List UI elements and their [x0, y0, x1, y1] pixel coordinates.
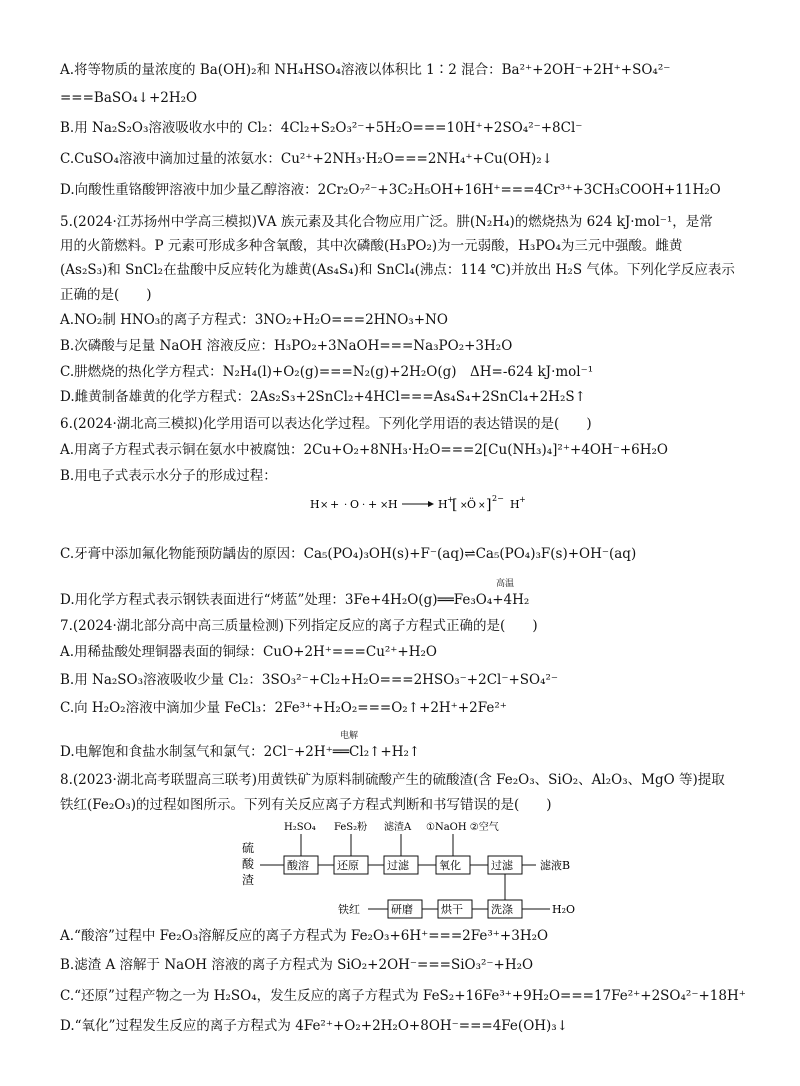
ef-h-left: H — [310, 498, 320, 511]
q7-option-d: D.电解饱和食盐水制氢气和氯气：2Cl⁻+2H⁺══Cl₂↑+H₂↑ — [60, 744, 421, 760]
flow-raw-2: 酸 — [242, 857, 255, 871]
q8-option-c: C.“还原”过程产物之一为 H₂SO₄，发生反应的离子方程式为 FeS₂+16Fe³⁺+9H₂O===17Fe²⁺+2SO₄²⁻+18H⁺ — [60, 988, 746, 1004]
svg-text:×: × — [460, 501, 468, 511]
ef-plus-2: + — [368, 498, 378, 511]
q5-option-d: D.雌黄制备雄黄的化学方程式：2As₂S₃+2SnCl₂+4HCl===As₄S₄+2SnCl₄+2H₂S↑ — [60, 389, 586, 405]
svg-text:+: + — [519, 495, 526, 504]
q8-option-b: B.滤渣 A 溶解于 NaOH 溶液的离子方程式为 SiO₂+2OH⁻===SiO₃²⁻+H₂O — [60, 957, 534, 973]
flow-box-grind: 研磨 — [391, 903, 413, 916]
q8-option-a: A.“酸溶”过程中 Fe₂O₃溶解反应的离子方程式为 Fe₂O₃+6H⁺===2Fe³⁺+3H₂O — [60, 928, 549, 944]
q8-option-d: D.“氧化”过程发生反应的离子方程式为 4Fe²⁺+O₂+2H₂O+8OH⁻===4Fe(OH)₃↓ — [60, 1018, 569, 1034]
q8-stem-line2: 铁红(Fe₂O₃)的过程如图所示。下列有关反应离子方程式判断和书写错误的是( ) — [60, 797, 552, 813]
flow-output-iron-red: 铁红 — [338, 903, 360, 916]
flow-box-oxidize: 氧化 — [439, 859, 461, 872]
q5-option-b: B.次磷酸与足量 NaOH 溶液反应：H₃PO₂+3NaOH===Na₃PO₂+3H₂O — [60, 338, 513, 354]
q5-option-a: A.NO₂制 HNO₃的离子方程式：3NO₂+H₂O===2HNO₃+NO — [60, 312, 448, 328]
svg-text:+: + — [447, 495, 454, 504]
water-electron-formula — [310, 492, 550, 516]
ef-plus-1: + — [330, 498, 340, 511]
q5-stem-line2: 用的火箭燃料。P 元素可形成多种含氧酸，其中次磷酸(H₃PO₂)为一元弱酸，H₃PO₄为三元中强酸。雌黄 — [60, 238, 683, 254]
process-flowchart — [240, 818, 620, 924]
flow-box-filter-2: 过滤 — [491, 859, 513, 872]
flow-input-fes2: FeS₂粉 — [334, 822, 368, 833]
q6-stem: 6.(2024·湖北高三模拟)化学用语可以表达化学过程。下列化学用语的表达错误的是( ) — [60, 416, 592, 432]
q6-option-b: B.用电子式表示水分子的形成过程： — [60, 468, 277, 484]
flow-output-residue-a: 滤渣A — [384, 822, 412, 833]
flow-box-acid-dissolve: 酸溶 — [287, 859, 309, 872]
q4-option-c: C.CuSO₄溶液中滴加过量的浓氨水：Cu²⁺+2NH₃·H₂O===2NH₄⁺+Cu(OH)₂↓ — [60, 151, 553, 167]
q8-stem-line1: 8.(2023·湖北高考联盟高三联考)用黄铁矿为原料制硫酸产生的硫酸渣(含 Fe₂O₃、SiO₂、Al₂O₃、MgO 等)提取 — [60, 772, 725, 788]
svg-text:×: × — [320, 500, 329, 511]
flow-input-h2so4: H₂SO₄ — [284, 822, 316, 833]
q5-stem-line3: (As₂S₃)和 SnCl₂在盐酸中反应转化为雄黄(As₄S₄)和 SnCl₄(沸点：114 ℃)并放出 H₂S 气体。下列化学反应表示 — [60, 262, 735, 278]
ef-charge: 2− — [492, 494, 504, 503]
condition-electrolysis: 电解 — [340, 731, 359, 741]
flow-raw-3: 渣 — [242, 873, 255, 887]
q7-stem: 7.(2024·湖北部分高中高三质量检测)下列指定反应的离子方程式正确的是( ) — [60, 618, 538, 634]
ef-o: O — [350, 498, 360, 511]
q7-option-a: A.用稀盐酸处理铜器表面的铜绿：CuO+2H⁺===Cu²⁺+H₂O — [60, 644, 437, 660]
svg-text:·: · — [362, 500, 366, 511]
q7-option-b: B.用 Na₂SO₃溶液吸收少量 Cl₂：3SO₃²⁻+Cl₂+H₂O===2HSO₃⁻+2Cl⁻+SO₄²⁻ — [60, 672, 559, 688]
q4-option-a-line2: ===BaSO₄↓+2H₂O — [60, 90, 198, 106]
svg-text:×: × — [380, 500, 389, 511]
flow-box-filter-1: 过滤 — [387, 859, 409, 872]
q4-option-a-line1: A.将等物质的量浓度的 Ba(OH)₂和 NH₄HSO₄溶液以体积比 1∶2 混合：Ba²⁺+2OH⁻+2H⁺+SO₄²⁻ — [60, 62, 671, 78]
svg-text:H: H — [438, 498, 448, 511]
q6-option-d: D.用化学方程式表示钢铁表面进行“烤蓝”处理：3Fe+4H₂O(g)══Fe₃O₄+4H₂ — [60, 592, 530, 608]
q5-stem-line1: 5.(2024·江苏扬州中学高三模拟)ⅤA 族元素及其化合物应用广泛。肼(N₂H₄)的燃烧热为 624 kJ·mol⁻¹，是常 — [60, 214, 713, 230]
q5-stem-line4: 正确的是( ) — [60, 287, 152, 303]
flow-output-filtrate-b: 滤液B — [540, 859, 571, 872]
svg-text:·: · — [344, 500, 348, 511]
flow-raw-1: 硫 — [242, 841, 255, 855]
svg-text:Ö: Ö — [467, 498, 477, 511]
svg-text:]: ] — [486, 497, 492, 513]
q7-option-c: C.向 H₂O₂溶液中滴加少量 FeCl₃：2Fe³⁺+H₂O₂===O₂↑+2H⁺+2Fe²⁺ — [60, 700, 507, 716]
q6-option-c: C.牙膏中添加氟化物能预防龋齿的原因：Ca₅(PO₄)₃OH(s)+F⁻(aq)⇌Ca₅(PO₄)₃F(s)+OH⁻(aq) — [60, 546, 637, 562]
condition-high-temp: 高温 — [496, 579, 515, 589]
svg-text:H: H — [510, 498, 520, 511]
q4-option-d: D.向酸性重铬酸钾溶液中加少量乙醇溶液：2Cr₂O₇²⁻+3C₂H₅OH+16H⁺===4Cr³⁺+3CH₃COOH+11H₂O — [60, 182, 721, 198]
flow-input-naoh-air: ①NaOH ②空气 — [426, 822, 499, 833]
q5-option-c: C.肼燃烧的热化学方程式：N₂H₄(l)+O₂(g)===N₂(g)+2H₂O(g) ΔH=-624 kJ·mol⁻¹ — [60, 364, 594, 380]
ef-h-right: H — [388, 498, 398, 511]
flow-box-reduce: 还原 — [337, 859, 359, 872]
q4-option-b: B.用 Na₂S₂O₃溶液吸收水中的 Cl₂：4Cl₂+S₂O₃²⁻+5H₂O===10H⁺+2SO₄²⁻+8Cl⁻ — [60, 120, 583, 136]
flow-box-wash: 洗涤 — [491, 903, 513, 916]
svg-text:×: × — [478, 501, 486, 511]
flow-input-water: H₂O — [552, 903, 576, 916]
flow-box-dry: 烘干 — [441, 903, 463, 916]
q6-option-a: A.用离子方程式表示铜在氨水中被腐蚀：2Cu+O₂+8NH₃·H₂O===2[Cu(NH₃)₄]²⁺+4OH⁻+6H₂O — [60, 442, 668, 458]
svg-text:[: [ — [452, 497, 458, 513]
